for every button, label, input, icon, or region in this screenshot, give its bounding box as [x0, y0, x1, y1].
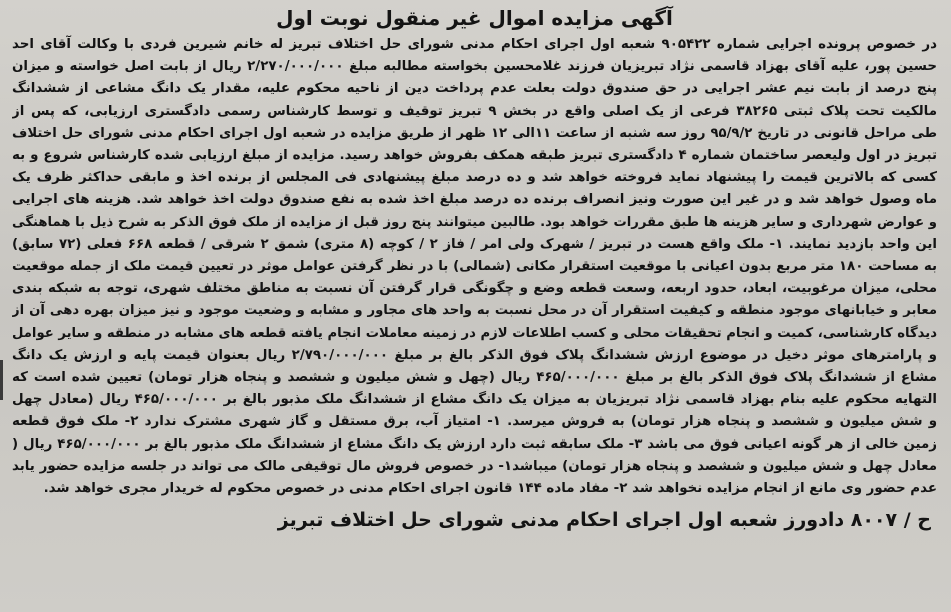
notice-line: معادل چهل و شش میلیون و ششصد و پنجاه هزار تومان) میباشد۱- در خصوص فروش مال توقیفی مالک می تواند در جلسه مزایده حضور یابد [12, 458, 937, 474]
notice-line: و شش میلیون و ششصد و پنجاه هزار تومان) به فروش میرسد. ۱- امتیاز آب، برق مستقل و گاز شهری مشترک ندارد ۲- ملک فوق قطعه [12, 414, 937, 430]
page-edge-mark [0, 360, 3, 400]
notice-line: تبریز در اول ولیعصر ساختمان شماره ۴ دادگستری تبریز طبقه همکف بفروش خواهد رسید. مزایده از مبلغ ارزیابی شده کارشناس شروع و به [12, 148, 937, 164]
notice-line: در خصوص پرونده اجرایی شماره ۹۰۵۴۲۲ شعبه اول اجرای احکام مدنی شورای حل اختلاف تبریز له خانم شیرین فردی با وکالت آقای احد [12, 37, 937, 52]
notice-signature: ح / ۸۰۰۷ دادورز شعبه اول اجرای احکام مدنی شورای حل اختلاف تبریز [277, 509, 931, 532]
notice-line: طی مراحل قانونی در تاریخ ۹۵/۹/۲ روز سه شنبه از ساعت ۱۱الی ۱۲ ظهر از طریق مزایده در شعبه اول اجرای احکام مدنی شورای حل اختلاف [12, 125, 937, 141]
notice-line: کسی که بالاترین قیمت را پیشنهاد نماید فروخته خواهد شد و ده درصد مبلغ پیشنهادی فی المجلس از برنده اخذ و مابقی حداکثر ظرف یک [12, 170, 937, 186]
notice-line: این واحد بازدید نمایند. ۱- ملک واقع هست در تبریز / شهرک ولی امر / فاز ۲ / کوچه (۸ متری) شمق ۲ شرقی / قطعه ۶۶۸ فعلی (۷۲ سابق) [12, 236, 937, 252]
notice-line: و عوارض شهرداری و سایر هزینه ها طبق مقررات خواهد بود. طالبین میتوانند پنج روز قبل از مزایده از ملک فوق الذکر به شرح ذیل با هماهنگی [12, 214, 937, 230]
notice-title: آگهی مزایده اموال غیر منقول نوبت اول [276, 6, 673, 30]
notice-line: التهایه محکوم علیه بنام بهزاد قاسمی نژاد تبریزیان به میزان یک دانگ مشاع از ششدانگ ملک مذبور بالغ بر ۴۶۵/۰۰۰/۰۰۰ ریال (معادل چهل [12, 392, 937, 408]
notice-line: مالکیت تحت پلاک ثبتی ۳۸۲۶۵ فرعی از یک اصلی واقع در بخش ۹ تبریز توقیف و توسط کارشناس رسمی دادگستری ارزیابی، که پس از [12, 103, 937, 119]
notice-line: و پارامترهای موثر دخیل در موضوع ارزش ششدانگ پلاک فوق الذکر بالغ بر مبلغ ۲/۷۹۰/۰۰۰/۰۰۰ ریال بعنوان قیمت پایه و ارزش یک دانگ [12, 347, 937, 363]
notice-line: به مساحت ۱۸۰ متر مربع بدون اعیانی با موقعیت استقرار مکانی (شمالی) با در نظر گرفتن عوامل موثر در تعیین قیمت ملک از جمله موقعیت [12, 259, 937, 275]
notice-line: محلی، میزان مرغوبیت، ابعاد، حدود اربعه، وسعت قطعه وضع و چگونگی قرار گرفتن آن نسبت به مناطق مختلف شهری، توجه به شبکه بندی [12, 281, 937, 297]
notice-body [12, 34, 937, 500]
notice-line: عدم حضور وی مانع از انجام مزایده نخواهد شد ۲- مفاد ماده ۱۴۴ قانون اجرای احکام مدنی در خصوص محکوم له خریدار مجری خواهد شد. [43, 481, 937, 497]
notice-line: حسین پور، علیه آقای بهزاد قاسمی نژاد تبریزیان فرزند غلامحسین بخواسته مطالبه مبلغ ۲/۲۷۰/۰۰۰/۰۰۰ ریال از بابت اصل خواسته و میزان [12, 59, 937, 75]
notice-line: دیدگاه کارشناسی، کمیت و انجام تحقیقات محلی و کسب اطلاعات لازم در زمینه معاملات انجام یافته قطعه های مشابه در منطقه و سایر عوامل [12, 325, 937, 341]
notice-line: زمین خالی از هر گونه اعیانی فوق می باشد ۳- ملک سابقه ثبت دارد ارزش یک دانگ مشاع از ششدانگ ملک مذبور بالغ بر ۴۶۵/۰۰۰/۰۰۰ ریال ( [12, 436, 937, 452]
notice-line: مشاع از ششدانگ پلاک فوق الذکر بالغ بر مبلغ ۴۶۵/۰۰۰/۰۰۰ ریال (چهل و شش میلیون و ششصد و پنجاه هزار تومان) تعیین شده است که [12, 370, 937, 386]
notice-line: معابر و خیابانهای موجود منطقه و کیفیت استقرار آن در محل نسبت به واحد های مجاور و مشابه و وضعیت موجود و نیز میزان بهره دهی آن از [12, 303, 937, 319]
notice-line: ماه وصول خواهد شد و در غیر این صورت ونیز انصراف برنده ده درصد مبلغ اخذ شده به نفع صندوق دولت اخذ خواهد شد. هزینه های اجرایی [12, 192, 937, 208]
notice-line: پنج درصد از بابت نیم عشر اجرایی در حق صندوق دولت بعلت عدم پرداخت دین از ناحیه محکوم علیه، مقدار یک دانگ مشاعی از ششدانگ [12, 81, 937, 97]
